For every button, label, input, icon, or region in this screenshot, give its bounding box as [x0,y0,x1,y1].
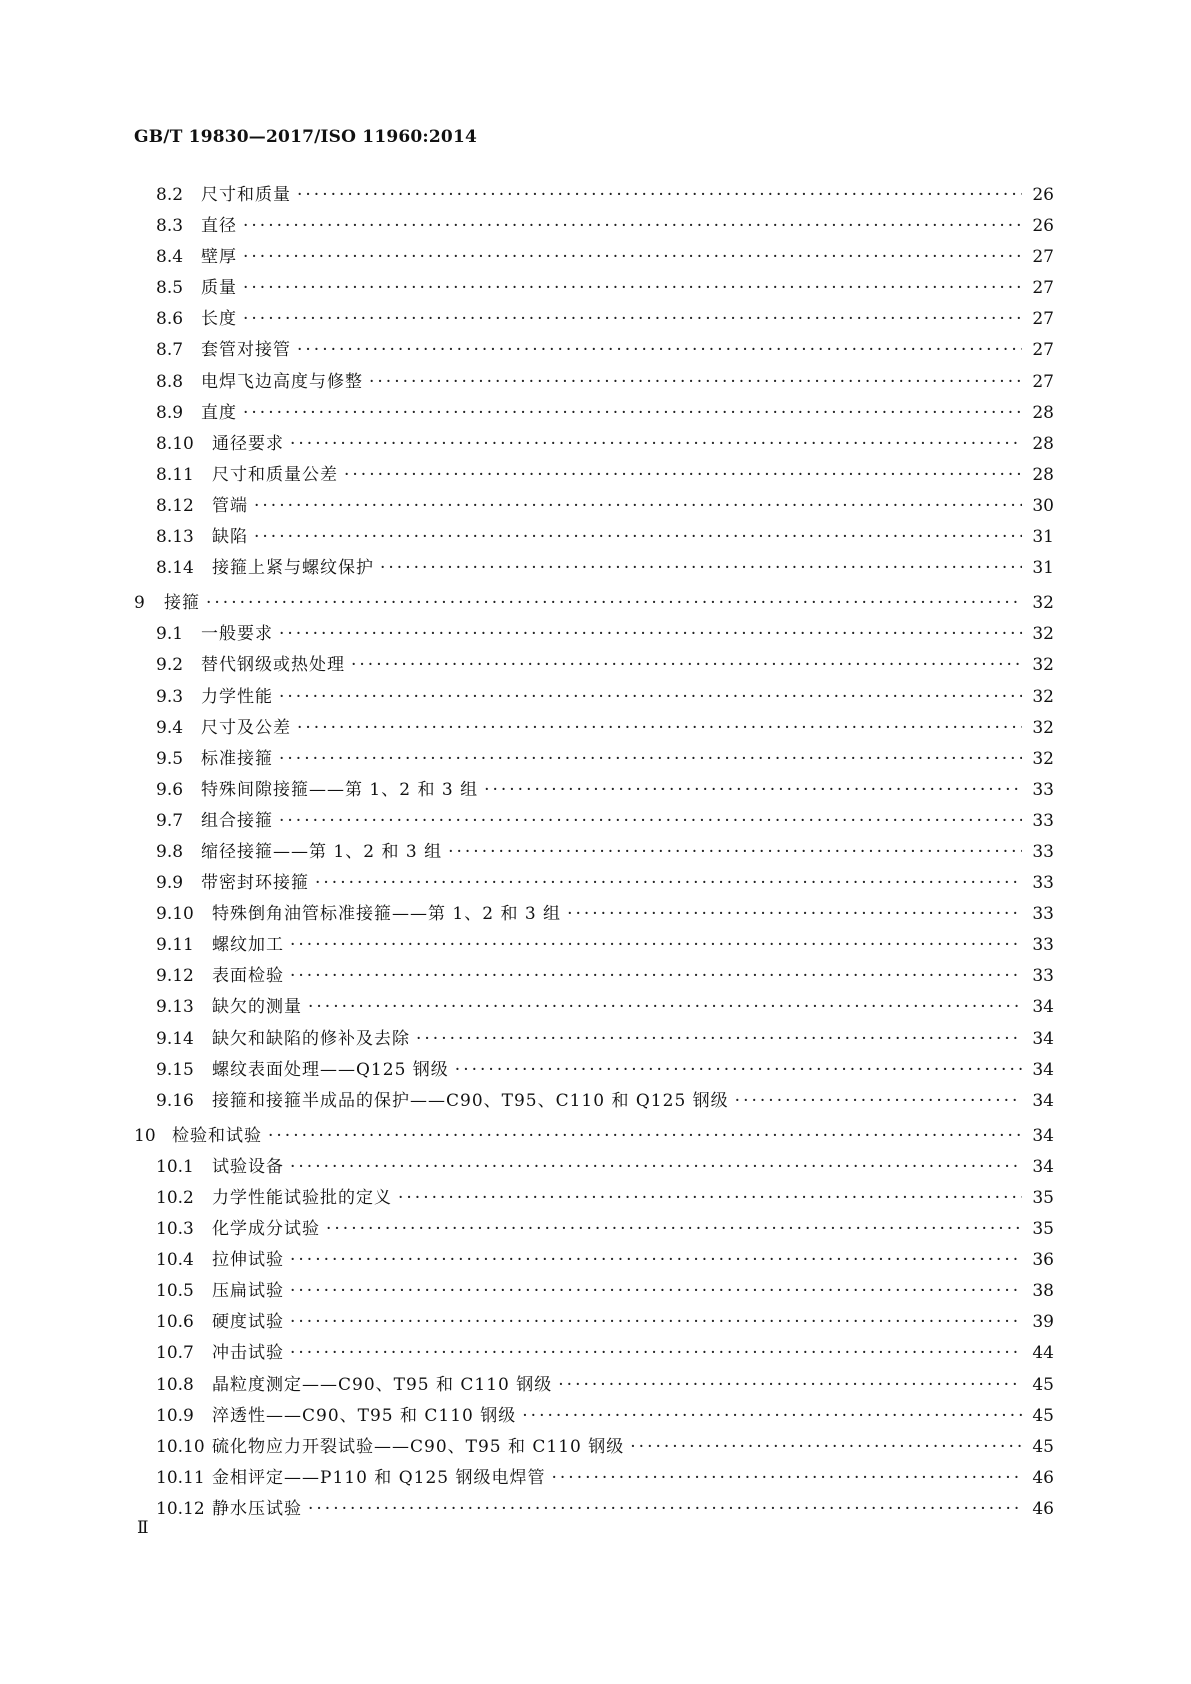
toc-entry[interactable] [134,491,1054,522]
toc-entry[interactable] [134,180,1054,211]
toc-entry[interactable] [134,304,1054,335]
dot-leader [448,837,1022,868]
toc-entry-number: 9.7 [156,810,184,831]
toc-entry-number: 8.9 [156,402,184,423]
toc-entry-number: 10.10 [156,1436,205,1457]
toc-entry-title: 力学性能 [201,686,273,707]
toc-entry[interactable] [134,522,1054,553]
dot-leader [297,335,1022,366]
dot-leader [290,1152,1022,1183]
dot-leader [398,1183,1022,1214]
toc-entry-page: 32 [1032,748,1054,769]
toc-entry[interactable] [134,961,1054,992]
toc-entry-title: 组合接箍 [201,810,273,831]
toc-entry[interactable] [134,1121,1054,1152]
toc-entry-number: 10.8 [156,1374,194,1395]
dot-leader [551,1463,1022,1494]
toc-entry-page: 44 [1032,1343,1054,1364]
toc-entry[interactable] [134,1183,1054,1214]
toc-entry-title: 冲击试验 [212,1343,284,1364]
toc-entry[interactable] [134,1055,1054,1086]
toc-entry-number: 10.4 [156,1250,194,1271]
dot-leader [369,367,1022,398]
toc-entry[interactable] [134,1463,1054,1494]
toc-entry[interactable] [134,1307,1054,1338]
toc-entry-number: 8.5 [156,278,184,299]
dot-leader [243,304,1022,335]
toc-entry-title: 直度 [201,402,237,423]
toc-entry-number: 8.7 [156,340,184,361]
toc-entry-page: 31 [1032,527,1054,548]
toc-entry-page: 34 [1032,1156,1054,1177]
dot-leader [308,1494,1022,1525]
toc-entry[interactable] [134,1370,1054,1401]
toc-entry[interactable] [134,619,1054,650]
toc-entry-number: 10.12 [156,1498,205,1519]
page-number-footer: Ⅱ [137,1518,149,1538]
toc-entry-page: 39 [1032,1312,1054,1333]
dot-leader [380,553,1022,584]
toc-entry-title: 表面检验 [212,966,284,987]
toc-entry-page: 27 [1032,309,1054,330]
toc-entry-title: 特殊间隙接箍——第 1、2 和 3 组 [201,779,479,800]
toc-entry-title: 淬透性——C90、T95 和 C110 钢级 [212,1405,517,1426]
toc-entry-page: 35 [1032,1188,1054,1208]
toc-entry-title: 接箍上紧与螺纹保护 [212,558,374,579]
dot-leader [290,429,1022,460]
dot-leader [290,1276,1022,1307]
toc-entry-number: 8.6 [156,309,184,330]
toc-entry[interactable] [134,211,1054,242]
toc-entry-page: 33 [1032,966,1054,987]
toc-entry-title: 尺寸和质量公差 [212,464,338,485]
toc-entry-number: 9.15 [156,1059,194,1080]
toc-entry[interactable] [134,429,1054,460]
dot-leader [243,273,1022,304]
toc-entry-title: 电焊飞边高度与修整 [201,371,363,392]
toc-entry[interactable] [134,650,1054,681]
dot-leader [290,961,1022,992]
toc-entry-page: 27 [1032,371,1054,392]
toc-entry-page: 28 [1032,464,1054,485]
dot-leader [290,1245,1022,1276]
toc-entry-number: 10.1 [156,1156,194,1177]
dot-leader [297,180,1022,211]
toc-entry-number: 9 [134,593,145,614]
toc-entry-title: 硬度试验 [212,1312,284,1333]
toc-entry-page: 32 [1032,686,1054,707]
toc-entry-title: 通径要求 [212,433,284,454]
dot-leader [344,460,1022,491]
toc-entry-title: 硫化物应力开裂试验——C90、T95 和 C110 钢级 [212,1436,625,1457]
dot-leader [455,1055,1022,1086]
dot-leader [630,1432,1022,1463]
dot-leader [243,242,1022,273]
toc-entry-page: 28 [1032,402,1054,423]
toc-entry[interactable] [134,398,1054,429]
toc-entry-number: 9.16 [156,1090,194,1111]
toc-entry-title: 检验和试验 [172,1125,262,1146]
dot-leader [243,211,1022,242]
toc-entry[interactable] [134,1245,1054,1276]
dot-leader [735,1086,1022,1117]
toc-entry[interactable] [134,992,1054,1023]
toc-entry-number: 8.3 [156,216,184,237]
toc-entry-page: 30 [1032,495,1054,516]
toc-entry[interactable] [134,806,1054,837]
toc-entry-title: 直径 [201,216,237,237]
toc-entry-title: 螺纹加工 [212,935,284,956]
dot-leader [567,899,1022,930]
toc-entry-page: 33 [1032,779,1054,800]
toc-entry-page: 35 [1032,1219,1054,1240]
toc-entry-page: 27 [1032,247,1054,268]
toc-entry-page: 34 [1032,997,1054,1018]
toc-entry[interactable] [134,1086,1054,1117]
toc-entry[interactable] [134,899,1054,930]
toc-entry-page: 26 [1032,185,1054,205]
toc-entry-page: 33 [1032,873,1054,894]
toc-entry[interactable] [134,682,1054,713]
toc-entry[interactable] [134,335,1054,366]
toc-entry-page: 34 [1032,1059,1054,1080]
toc-entry-number: 10.6 [156,1312,194,1333]
toc-entry[interactable] [134,242,1054,273]
toc-entry[interactable] [134,1276,1054,1307]
toc-entry-page: 34 [1032,1090,1054,1111]
toc-entry-number: 10.9 [156,1405,194,1426]
toc-entry[interactable] [134,868,1054,899]
toc-entry-title: 套管对接管 [201,340,291,361]
toc-entry-number: 8.12 [156,495,194,516]
toc-entry-number: 9.3 [156,686,184,707]
document-header: GB/T 19830—2017/ISO 11960:2014 [134,127,478,147]
toc-entry-page: 33 [1032,904,1054,925]
toc-entry[interactable] [134,1338,1054,1369]
toc-entry-title: 标准接箍 [201,748,273,769]
toc-entry-number: 8.8 [156,371,184,392]
toc-entry-title: 尺寸及公差 [201,717,291,738]
toc-entry-number: 9.11 [156,935,194,956]
toc-entry-title: 缺陷 [212,527,248,548]
toc-entry-number: 9.1 [156,624,184,645]
toc-entry[interactable] [134,273,1054,304]
toc-entry-number: 8.14 [156,558,194,579]
dot-leader [315,868,1022,899]
toc-entry[interactable] [134,367,1054,398]
dot-leader [290,1338,1022,1369]
toc-entry[interactable] [134,588,1054,619]
toc-entry-page: 33 [1032,841,1054,862]
toc-entry-number: 9.5 [156,748,184,769]
toc-entry-title: 壁厚 [201,247,237,268]
dot-leader [243,398,1022,429]
toc-entry-number: 10.2 [156,1188,194,1208]
toc-entry-title: 替代钢级或热处理 [201,655,345,676]
toc-entry-title: 晶粒度测定——C90、T95 和 C110 钢级 [212,1374,553,1395]
toc-entry-number: 9.10 [156,904,194,925]
toc-entry-page: 45 [1032,1436,1054,1457]
toc-entry-number: 9.12 [156,966,194,987]
toc-entry-number: 10.11 [156,1467,205,1488]
toc-entry[interactable] [134,1401,1054,1432]
toc-entry-number: 10 [134,1125,156,1146]
toc-entry-number: 9.14 [156,1028,194,1049]
toc-entry-title: 化学成分试验 [212,1219,320,1240]
toc-entry[interactable] [134,713,1054,744]
toc-entry-number: 8.11 [156,464,194,485]
toc-entry-title: 长度 [201,309,237,330]
toc-entry-number: 8.10 [156,433,194,454]
dot-leader [279,806,1022,837]
toc-entry-page: 32 [1032,593,1054,614]
toc-entry-title: 尺寸和质量 [201,185,291,205]
toc-entry-page: 27 [1032,278,1054,299]
dot-leader [297,713,1022,744]
toc-entry-title: 缺欠和缺陷的修补及去除 [212,1028,410,1049]
toc-entry-title: 一般要求 [201,624,273,645]
toc-entry[interactable] [134,930,1054,961]
dot-leader [290,930,1022,961]
toc-entry[interactable] [134,1152,1054,1183]
toc-entry-page: 46 [1032,1498,1054,1519]
toc-entry-page: 32 [1032,717,1054,738]
toc-entry[interactable] [134,553,1054,584]
dot-leader [254,522,1022,553]
toc-entry-title: 螺纹表面处理——Q125 钢级 [212,1059,449,1080]
dot-leader [351,650,1022,681]
toc-entry-page: 27 [1032,340,1054,361]
toc-entry-page: 26 [1032,216,1054,237]
toc-entry-page: 38 [1032,1281,1054,1302]
toc-entry[interactable] [134,460,1054,491]
toc-entry-title: 试验设备 [212,1156,284,1177]
dot-leader [268,1121,1022,1152]
toc-entry-title: 拉伸试验 [212,1250,284,1271]
toc-entry-page: 33 [1032,810,1054,831]
toc-entry-page: 33 [1032,935,1054,956]
toc-entry-number: 9.8 [156,841,184,862]
toc-entry-title: 压扁试验 [212,1281,284,1302]
table-of-contents [134,180,1054,1525]
toc-entry-title: 接箍 [164,593,200,614]
toc-entry-number: 8.2 [156,185,184,205]
toc-entry-number: 8.13 [156,527,194,548]
dot-leader [279,619,1022,650]
toc-entry[interactable] [134,1214,1054,1245]
toc-entry-page: 46 [1032,1467,1054,1488]
toc-entry-page: 31 [1032,558,1054,579]
toc-entry-page: 32 [1032,655,1054,676]
toc-entry-page: 34 [1032,1125,1054,1146]
toc-entry-title: 力学性能试验批的定义 [212,1188,392,1208]
dot-leader [326,1214,1022,1245]
dot-leader [522,1401,1022,1432]
dot-leader [416,1024,1022,1055]
dot-leader [290,1307,1022,1338]
toc-entry[interactable] [134,1024,1054,1055]
toc-entry-page: 28 [1032,433,1054,454]
dot-leader [308,992,1022,1023]
toc-entry[interactable] [134,744,1054,775]
toc-entry[interactable] [134,775,1054,806]
toc-entry-title: 管端 [212,495,248,516]
dot-leader [484,775,1022,806]
toc-entry-title: 缺欠的测量 [212,997,302,1018]
dot-leader [206,588,1022,619]
toc-entry-title: 质量 [201,278,237,299]
toc-entry-number: 9.13 [156,997,194,1018]
dot-leader [279,744,1022,775]
toc-entry-number: 9.2 [156,655,184,676]
dot-leader [254,491,1022,522]
toc-entry-title: 接箍和接箍半成品的保护——C90、T95、C110 和 Q125 钢级 [212,1090,729,1111]
toc-entry-page: 36 [1032,1250,1054,1271]
toc-entry[interactable] [134,1432,1054,1463]
toc-entry[interactable] [134,1494,1054,1525]
toc-entry-page: 45 [1032,1405,1054,1426]
dot-leader [279,682,1022,713]
toc-entry-number: 8.4 [156,247,184,268]
toc-entry-number: 10.5 [156,1281,194,1302]
toc-entry-number: 10.7 [156,1343,194,1364]
toc-entry-title: 特殊倒角油管标准接箍——第 1、2 和 3 组 [212,904,562,925]
toc-entry-number: 10.3 [156,1219,194,1240]
dot-leader [558,1370,1022,1401]
toc-entry-page: 45 [1032,1374,1054,1395]
toc-entry-title: 带密封环接箍 [201,873,309,894]
toc-entry[interactable] [134,837,1054,868]
toc-entry-title: 缩径接箍——第 1、2 和 3 组 [201,841,443,862]
toc-entry-page: 32 [1032,624,1054,645]
toc-entry-number: 9.9 [156,873,184,894]
toc-entry-page: 34 [1032,1028,1054,1049]
toc-entry-title: 金相评定——P110 和 Q125 钢级电焊管 [212,1467,546,1488]
toc-entry-number: 9.4 [156,717,184,738]
toc-entry-number: 9.6 [156,779,184,800]
toc-entry-title: 静水压试验 [212,1498,302,1519]
